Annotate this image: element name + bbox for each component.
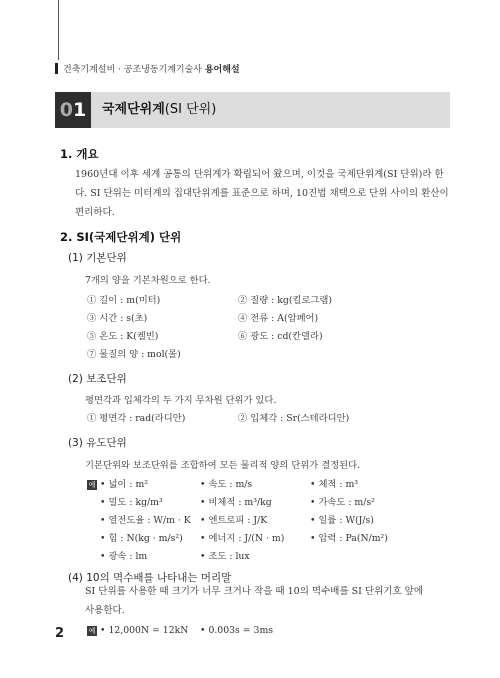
list-item: • 비체적 : m³/kg xyxy=(200,497,272,508)
list-item: ② 입체각 : Sr(스테라디안) xyxy=(238,413,350,424)
list-item: ② 질량 : kg(킬로그램) xyxy=(238,295,333,306)
supplementary-units-intro: 평면각과 입체각의 두 가지 무차원 단위가 있다. xyxy=(85,395,277,406)
chapter-number: 01 xyxy=(55,92,91,128)
section-heading-si-units: 2. SI(국제단위계) 단위 xyxy=(60,230,182,244)
list-item: • 밀도 : kg/m³ xyxy=(100,497,163,508)
list-item: • 광속 : lm xyxy=(100,551,148,562)
header-prefix: 건축기계설비 · 공조냉동기계기술사 xyxy=(63,65,205,75)
running-header xyxy=(55,62,240,75)
list-item: • 0.003s = 3ms xyxy=(200,625,274,636)
prefixes-paragraph: SI 단위를 사용한 때 크기가 너무 크거나 작을 때 10의 멱수배를 SI 단위기호 앞에 사용한다. xyxy=(85,586,424,616)
example-badge: 예 xyxy=(88,627,96,635)
chapter-title: 국제단위계(SI 단위) xyxy=(102,102,217,117)
sub-heading-supplementary-units: (2) 보조단위 xyxy=(68,373,127,385)
list-item: ④ 전류 : A(암페어) xyxy=(238,313,319,324)
base-units-intro: 7개의 양을 기본차원으로 한다. xyxy=(85,275,211,286)
list-item: ① 평면각 : rad(라디안) xyxy=(87,413,186,424)
overview-paragraph: 1960년대 이후 세계 공통의 단위계가 확립되어 왔으며, 이것을 국제단위계(SI 단위)라 한 다. SI 단위는 미터계의 집대단위계를 표준으로 하며, 10진법 채택으로 단위 사이의 환산이 편리하다. xyxy=(75,169,449,218)
header-bold: 용어해설 xyxy=(204,65,240,75)
list-item: • 압력 : Pa(N/m²) xyxy=(310,533,388,544)
list-item: • 힘 : N(kg · m/s²) xyxy=(100,533,183,544)
list-item: • 속도 : m/s xyxy=(200,479,253,490)
list-item: • 가속도 : m/s² xyxy=(310,497,375,508)
example-row: 예 • 12,000N = 12kN xyxy=(88,625,189,636)
margin-rule xyxy=(58,0,59,60)
section-heading-overview: 1. 개요 xyxy=(60,147,99,161)
sub-heading-derived-units: (3) 유도단위 xyxy=(68,437,127,449)
list-item: ⑥ 광도 : cd(칸델라) xyxy=(238,331,323,342)
list-item: • 엔트로피 : J/K xyxy=(200,515,268,526)
list-item: • 일률 : W(J/s) xyxy=(310,515,374,526)
header-bar xyxy=(55,63,58,74)
page-number: 2 xyxy=(55,626,65,641)
sub-heading-base-units: (1) 기본단위 xyxy=(68,252,127,264)
sub-heading-prefixes: (4) 10의 멱수배를 나타내는 머리말 xyxy=(68,572,232,584)
list-item: ⑤ 온도 : K(켈빈) xyxy=(87,331,159,342)
derived-units-intro: 기본단위와 보조단위를 조합하여 모든 물리적 양의 단위가 결정된다. xyxy=(85,460,361,471)
list-item: • 체적 : m³ xyxy=(310,479,358,490)
list-item: ③ 시간 : s(초) xyxy=(87,313,148,324)
list-item: • 에너지 : J/(N · m) xyxy=(200,533,285,544)
chapter-title-box xyxy=(55,92,450,128)
list-item: ① 길이 : m(미터) xyxy=(87,295,161,306)
list-item: • 열전도율 : W/m · K xyxy=(100,515,191,526)
example-row: 예 • 넓이 : m² xyxy=(88,479,148,490)
list-item: ⑦ 물질의 양 : mol(몰) xyxy=(87,349,181,360)
example-badge: 예 xyxy=(88,481,96,489)
list-item: • 조도 : lux xyxy=(200,551,250,562)
